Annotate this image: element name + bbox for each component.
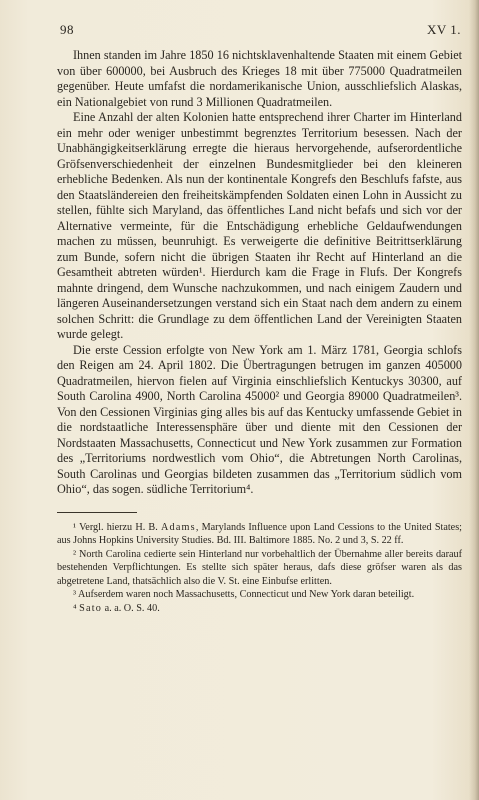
footnote-1-prefix: ¹ Vergl. hierzu H. B. <box>73 521 161 533</box>
body-text <box>57 48 462 498</box>
page-header <box>60 22 461 40</box>
footnote-4-rest: a. a. O. S. 40. <box>102 603 160 615</box>
page-number: 98 <box>60 22 74 37</box>
footnote-1-author: Adams <box>160 521 196 533</box>
page-content <box>57 48 462 616</box>
footnotes <box>57 521 462 616</box>
paragraph-3: Die erste Cession erfolgte von New York am 1. März 1781, Georgia schlofs den Reigen am 24. April 1802. Die Übertragungen betrugen im ganzen 405000 Quadratmeilen, hiervon fielen auf Virginia einschliefslich Kentuckys 30300, auf South Carolina 4900, North Carolina 45000² und Georgia 89000 Quadratmeilen³. Von den Cessionen Virginias ging alles bis auf das Kentucky umfassende Gebiet in die nordstaatliche Interessensphäre über und diente mit den Cessionen der Nordstaaten Massachusetts, Connecticut und New York zusammen zur Formation des „Territoriums nordwestlich vom Ohio“, die Abtretungen North Carolinas, South Carolinas und Georgias bildeten zusammen das „Territorium südlich vom Ohio“, das sogen. südliche Territorium⁴. <box>57 342 462 496</box>
paragraph-2: Eine Anzahl der alten Kolonien hatte entsprechend ihrer Charter im Hinterland ein mehr oder weniger unbestimmt begrenztes Territorium besessen. Nach der Unabhängigkeitserklärung erregte die hieraus hervorgehende, aufserordentliche Gröfsenverschiedenheit der einzelnen Bundesmitglieder bei den kleineren erhebliche Bedenken. Als nun der kontinentale Kongrefs den Beschlufs fafste, aus den Staatsländereien den freiheitskämpfenden Soldaten einen Lohn in Aussicht zu stellen, fühlte sich Maryland, das öffentliches Land nicht befafs und sich vor der Alternative vermeinte, für die Entschädigung erhebliche Geldaufwendungen machen zu müssen, beunruhigt. Es verweigerte die definitive Beitrittserklärung zum Bunde, sofern nicht die übrigen Staaten ihr Recht auf Hinterland an die Gesamtheit abtreten würden¹. Hierdurch kam die Frage in Flufs. Der Kongrefs mahnte dringend, dem Wunsche nachzukommen, und nach einigem Zaudern und längeren Auseinandersetzungen verstand sich ein Staat nach dem andern zu einem solchen Schritt: die Grundlage zu dem öffentlichen Land der Vereinigten Staaten wurde gelegt. <box>57 110 462 341</box>
footnote-4-author: Sato <box>79 603 103 615</box>
page-edge-shadow <box>469 0 479 800</box>
footnote-3: ³ Aufserdem waren noch Massachusetts, Connecticut und New York daran beteiligt. <box>73 589 415 601</box>
footnote-4-prefix: ⁴ <box>73 603 80 615</box>
footnote-1-rest: , Marylands Influence upon Land Cessions to the United States; aus Johns Hopkins University Studies. Bd. III. Baltimore 1885. No. 2 und 3, S. 22 ff. <box>57 521 462 547</box>
footnote-1 <box>57 521 462 548</box>
running-head: XV 1. <box>426 22 461 37</box>
footnote-2: ² North Carolina cedierte sein Hinterland nur vorbehaltlich der Übernahme aller bereits darauf bestehenden Verpflichtungen. Es stellte sich später heraus, dafs diese gröfser waren als das abgetretene Land, thatsächlich also die V. St. eine Einbufse erlitten. <box>57 548 462 587</box>
footnote-4 <box>57 602 462 616</box>
paragraph-1: Ihnen standen im Jahre 1850 16 nichtsklavenhaltende Staaten mit einem Gebiet von über 600000, bei Ausbruch des Krieges 18 mit über 775000 Quadratmeilen gegenüber. Heute umfafst die nordamerikanische Union, ausschliefslich Alaskas, ein Nationalgebiet von rund 3 Millionen Quadratmeilen. <box>57 48 462 109</box>
footnote-divider <box>57 512 137 513</box>
